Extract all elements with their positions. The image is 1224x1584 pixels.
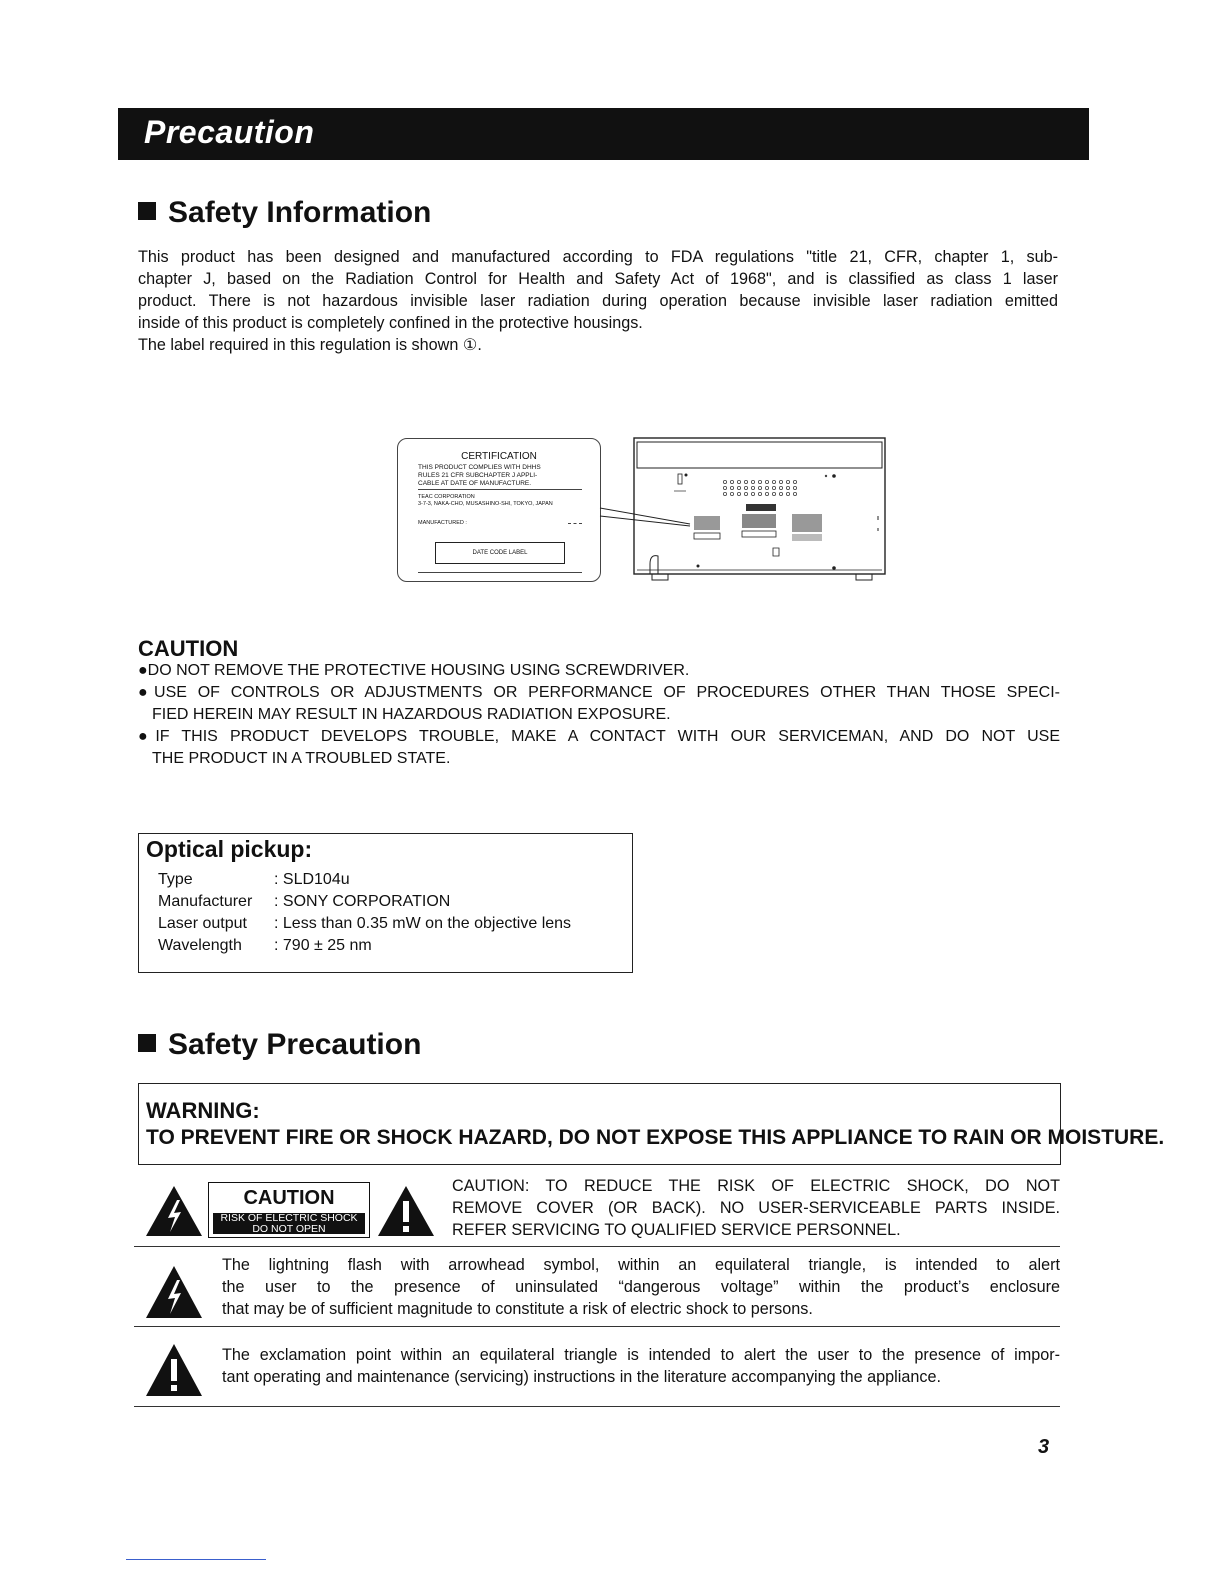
lightning-triangle-icon [144, 1184, 204, 1238]
caution-shock-title: CAUTION [243, 1187, 335, 1209]
spec-value: : SLD104u [274, 871, 350, 888]
caution-item: ●DO NOT REMOVE THE PROTECTIVE HOUSING USING SCREWDRIVER. [138, 662, 690, 679]
caution-heading: CAUTION [138, 636, 239, 661]
safety-information-paragraph [138, 246, 1058, 356]
paragraph-line: chapter J, based on the Radiation Control for Health and Safety Act of 1968", and is classified as class 1 laser [138, 270, 1058, 288]
rear-panel-diagram [590, 436, 890, 584]
caution-item: ●IF THIS PRODUCT DEVELOPS TROUBLE, MAKE A CONTACT WITH OUR SERVICEMAN, AND DO NOT USE [138, 728, 1060, 745]
spec-value: : SONY CORPORATION [274, 893, 451, 910]
spec-label: Manufacturer [158, 893, 253, 910]
caution-list [138, 660, 1060, 770]
safety-information-heading-text: Safety Information [168, 196, 432, 229]
safety-precaution-heading [138, 1028, 421, 1062]
square-bullet-icon [138, 1034, 156, 1052]
warning-box [138, 1083, 1061, 1165]
page-title: Precaution [144, 114, 315, 150]
date-code-box [435, 542, 565, 564]
exclamation-triangle-icon [376, 1184, 436, 1238]
exclamation-explanation [222, 1344, 1060, 1388]
lightning-explanation [222, 1254, 1060, 1320]
exclamation-line: tant operating and maintenance (servicing) instructions in the literature accompanying the appliance. [222, 1368, 941, 1386]
cert-dash [568, 523, 582, 524]
safety-precaution-heading-text: Safety Precaution [168, 1028, 422, 1061]
optical-pickup-specs [158, 869, 571, 957]
spec-label: Wavelength [158, 937, 242, 954]
spec-row-type [158, 869, 571, 891]
page-number: 3 [1038, 1436, 1050, 1458]
optical-pickup-title: Optical pickup: [146, 836, 313, 862]
paragraph-line: This product has been designed and manufactured according to FDA regulations "title 21, CFR, chapter 1, sub- [138, 248, 1058, 266]
lightning-line: The lightning flash with arrowhead symbol, within an equilateral triangle, is intended to alert [222, 1256, 1060, 1274]
safety-information-heading [138, 196, 431, 230]
cert-line: THIS PRODUCT COMPLIES WITH DHHS [418, 464, 541, 471]
exclamation-line: The exclamation point within an equilateral triangle is intended to alert the user to the presence of impor- [222, 1346, 1060, 1364]
footer-line [126, 1559, 266, 1560]
square-bullet-icon [138, 202, 156, 220]
certification-label [397, 438, 601, 582]
cert-address: 3-7-3, NAKA-CHO, MUSASHINO-SHI, TOKYO, JAPAN [418, 501, 553, 507]
caution-shock-label [208, 1182, 370, 1238]
spec-label: Laser output [158, 915, 247, 932]
spec-value: : Less than 0.35 mW on the objective lens [274, 915, 572, 932]
caution-item-continued: FIED HEREIN MAY RESULT IN HAZARDOUS RADIATION EXPOSURE. [152, 706, 671, 723]
spec-value: : 790 ± 25 nm [274, 937, 372, 954]
cert-title: CERTIFICATION [461, 451, 537, 462]
paragraph-line: inside of this product is completely confined in the protective housings. [138, 314, 643, 332]
exclamation-triangle-icon [144, 1342, 204, 1398]
spec-row-manufacturer [158, 891, 571, 913]
cert-line: CABLE AT DATE OF MANUFACTURE. [418, 480, 532, 487]
caution-shock-subtitle [213, 1213, 365, 1234]
caution-shock-line: CAUTION: TO REDUCE THE RISK OF ELECTRIC SHOCK, DO NOT [452, 1177, 1060, 1195]
caution-item: ●USE OF CONTROLS OR ADJUSTMENTS OR PERFORMANCE OF PROCEDURES OTHER THAN THOSE SPECI- [138, 684, 1060, 701]
divider [134, 1406, 1060, 1407]
divider [134, 1326, 1060, 1327]
lightning-line: the user to the presence of uninsulated “dangerous voltage” within the product’s enclosure [222, 1278, 1060, 1296]
caution-shock-line: REFER SERVICING TO QUALIFIED SERVICE PERSONNEL. [452, 1221, 901, 1239]
spec-row-wavelength [158, 935, 571, 957]
caution-shock-line: REMOVE COVER (OR BACK). NO USER-SERVICEABLE PARTS INSIDE. [452, 1199, 1060, 1217]
cert-bottom-line [418, 572, 582, 573]
cert-manufactured: MANUFACTURED : [418, 520, 467, 526]
warning-label: WARNING: [146, 1098, 260, 1123]
caution-shock-sub2: DO NOT OPEN [252, 1222, 326, 1235]
spec-row-laser-output [158, 913, 571, 935]
caution-shock-sub1: RISK OF ELECTRIC SHOCK [220, 1212, 358, 1224]
warning-text: TO PREVENT FIRE OR SHOCK HAZARD, DO NOT EXPOSE THIS APPLIANCE TO RAIN OR MOISTURE. [146, 1126, 1165, 1149]
caution-shock-text [452, 1175, 1060, 1241]
lightning-triangle-icon [144, 1264, 204, 1320]
lightning-line: that may be of sufficient magnitude to constitute a risk of electric shock to persons. [222, 1300, 813, 1318]
divider [134, 1246, 1060, 1247]
caution-item-continued: THE PRODUCT IN A TROUBLED STATE. [152, 750, 451, 767]
cert-line: RULES 21 CFR SUBCHAPTER J APPLI- [418, 472, 538, 479]
paragraph-line: product. There is not hazardous invisible laser radiation during operation because invisible laser radiation emitted [138, 292, 1058, 310]
spec-label: Type [158, 871, 193, 888]
paragraph-line: The label required in this regulation is shown ①. [138, 336, 482, 354]
cert-company: TEAC CORPORATION [418, 494, 475, 500]
date-code-label: DATE CODE LABEL [472, 550, 528, 556]
cert-divider [418, 489, 582, 490]
